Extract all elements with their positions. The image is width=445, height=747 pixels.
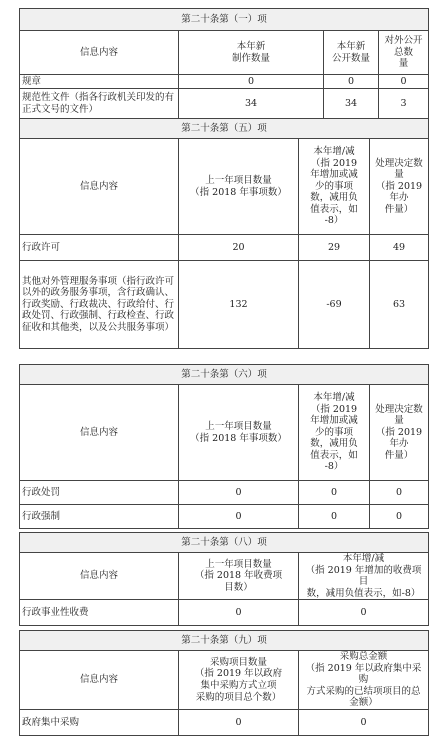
header-change: 本年增/减 （指 2019 年增加或减 少的事项 数，减用负 值表示，如 -8） <box>299 385 370 481</box>
row-label: 规范性文件（指各行政机关印发的有正式文号的文件） <box>20 89 179 119</box>
table-row <box>20 261 429 349</box>
header-change: 本年增/减 （指 2019 年增加的收费项目 数，减用负值表示，如-8） <box>299 553 429 600</box>
header-info: 信息内容 <box>20 553 179 600</box>
cell-value: 49 <box>370 235 429 261</box>
row-label: 政府集中采购 <box>20 709 179 735</box>
header-info: 信息内容 <box>20 385 179 481</box>
table-section-5 <box>19 118 429 349</box>
cell-value: 63 <box>370 261 429 349</box>
row-label: 行政强制 <box>20 505 179 529</box>
cell-value: 3 <box>379 89 429 119</box>
table-section-8 <box>19 532 429 626</box>
cell-value: 0 <box>179 75 324 89</box>
header-prev-count: 上一年项目数量 （指 2018 年事项数） <box>179 385 299 481</box>
cell-value: 0 <box>299 709 429 735</box>
table-section-9 <box>19 630 429 736</box>
cell-value: 0 <box>179 600 299 626</box>
row-label: 行政处罚 <box>20 481 179 505</box>
cell-value: 0 <box>299 481 370 505</box>
table-section-6 <box>19 364 429 529</box>
section-title: 第二十条第（一）项 <box>20 9 429 31</box>
row-label: 其他对外管理服务事项（指行政许可以外的政务服务事项，含行政确认、行政奖励、行政裁决、行政给付、行政处罚、行政强制、行政检查、行政征收和其他类，以及公共服务事项） <box>20 261 179 349</box>
table-row <box>20 709 429 735</box>
table-row <box>20 75 429 89</box>
cell-value: 0 <box>370 481 429 505</box>
header-prev-count: 上一年项目数量 （指 2018 年收费项 目数） <box>179 553 299 600</box>
section-title: 第二十条第（八）项 <box>20 533 429 553</box>
cell-value: 0 <box>370 505 429 529</box>
cell-value: 0 <box>179 709 299 735</box>
table-row <box>20 89 429 119</box>
table-row <box>20 600 429 626</box>
section-title: 第二十条第（五）项 <box>20 119 429 139</box>
cell-value: 0 <box>179 481 299 505</box>
header-public-count: 本年新 公开数量 <box>324 31 379 75</box>
header-result: 处理决定数量 （指 2019 年办 件量） <box>370 139 429 235</box>
cell-value: 0 <box>299 600 429 626</box>
row-label: 规章 <box>20 75 179 89</box>
table-section-1 <box>19 8 429 119</box>
header-new-count: 本年新 制作数量 <box>179 31 324 75</box>
table-row <box>20 505 429 529</box>
section-title: 第二十条第（九）项 <box>20 631 429 651</box>
table-row <box>20 235 429 261</box>
table-row <box>20 481 429 505</box>
cell-value: 34 <box>179 89 324 119</box>
cell-value: 0 <box>324 75 379 89</box>
section-title: 第二十条第（六）项 <box>20 365 429 385</box>
cell-value: 0 <box>179 505 299 529</box>
header-purchase-count: 采购项目数量 （指 2019 年以政府 集中采购方式立项 采购的项目总个数） <box>179 651 299 710</box>
row-label: 行政事业性收费 <box>20 600 179 626</box>
cell-value: 34 <box>324 89 379 119</box>
cell-value: 20 <box>179 235 299 261</box>
header-purchase-amount: 采购总金额 （指 2019 年以政府集中采购 方式采购的已结项项目的总 金额） <box>299 651 429 710</box>
header-info: 信息内容 <box>20 651 179 710</box>
header-prev-count: 上一年项目数量 （指 2018 年事项数） <box>179 139 299 235</box>
header-info: 信息内容 <box>20 31 179 75</box>
cell-value: 0 <box>299 505 370 529</box>
cell-value: 132 <box>179 261 299 349</box>
header-total-count: 对外公开总数 量 <box>379 31 429 75</box>
header-result: 处理决定数量 （指 2019 年办 件量） <box>370 385 429 481</box>
row-label: 行政许可 <box>20 235 179 261</box>
header-info: 信息内容 <box>20 139 179 235</box>
cell-value: -69 <box>299 261 370 349</box>
header-change: 本年增/减 （指 2019 年增加或减 少的事项 数，减用负 值表示，如 -8） <box>299 139 370 235</box>
cell-value: 29 <box>299 235 370 261</box>
cell-value: 0 <box>379 75 429 89</box>
